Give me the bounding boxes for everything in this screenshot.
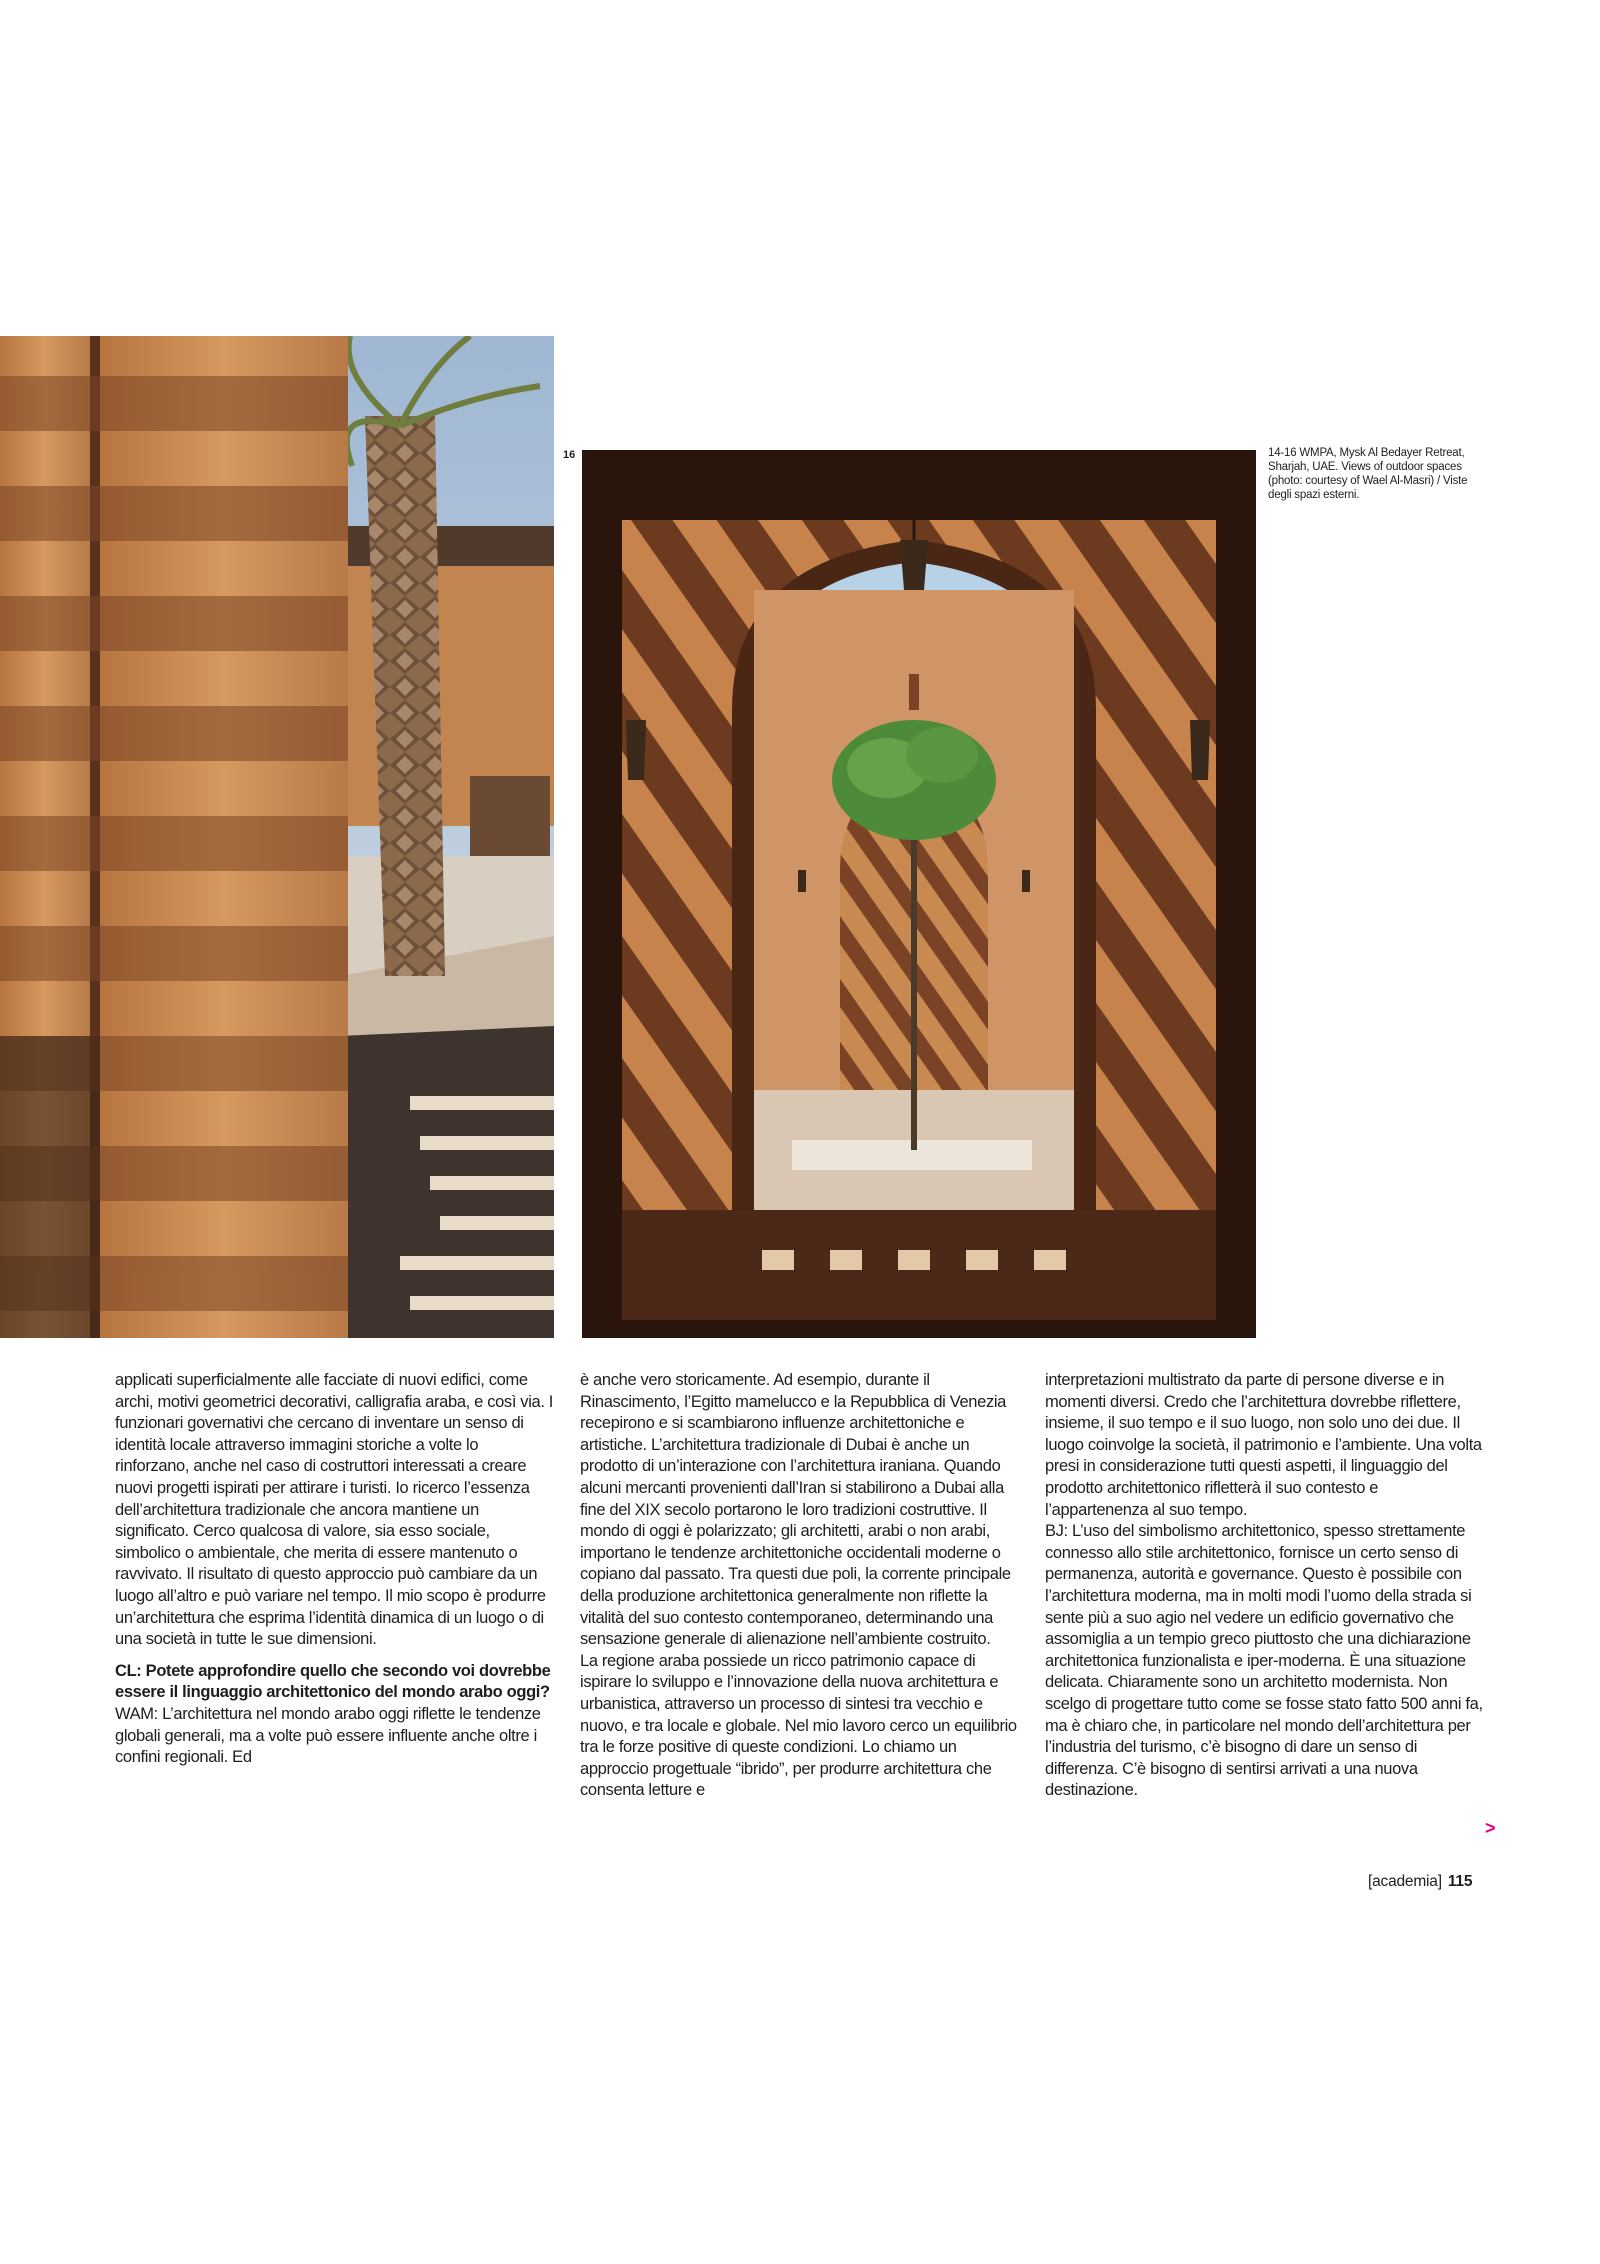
page-footer [1368, 1873, 1472, 1891]
text-column-1 [115, 1370, 555, 1769]
photo-colonnade-palm [0, 336, 554, 1338]
paragraph: interpretazioni multistrato da parte di persone diverse e in momenti diversi. Credo che l’architettura dovrebbe riflettere, insieme, il suo tempo e il suo luogo, non solo uno dei due. Il luogo coinvolge la società, il patrimonio e l’ambiente. Una volta presi in considerazione tutti questi aspetti, il linguaggio del prodotto architettonico rifletterà il suo contesto e l’appartenenza al suo tempo. [1045, 1371, 1482, 1519]
text-column-2 [580, 1370, 1020, 1802]
text-column-3 [1045, 1370, 1485, 1802]
page-number: 115 [1447, 1873, 1473, 1890]
continue-arrow-icon: > [1485, 1818, 1496, 1838]
photo-arched-courtyard [582, 450, 1256, 1338]
paragraph: WAM: L’architettura nel mondo arabo oggi riflette le tendenze globali generali, ma a volte può essere influente anche oltre i confini regionali. Ed [115, 1704, 541, 1767]
paragraph: applicati superficialmente alle facciate di nuovi edifici, come archi, motivi geometrici decorativi, calligrafia araba, e così via. I funzionari governativi che cercano di inventare un senso di identità locale attraverso immagini storiche a volte lo rinforzano, anche nel caso di costruttori interessati a creare nuovi progetti ispirati per attirare i turisti. Io ricerco l’essenza dell’architettura tradizionale che ancora mantiene un significato. Cerco qualcosa di valore, sia esso sociale, simbolico o ambientale, che merita di essere mantenuto o ravvivato. Il risultato di questo approccio può cambiare da un luogo all’altro e può variare nel tempo. Il mio scopo è produrre un’architettura che esprima l’identità dinamica di un luogo o di una società in tutte le sue dimensioni. [115, 1371, 554, 1649]
interview-question: CL: Potete approfondire quello che secondo voi dovrebbe essere il linguaggio architettonico del mondo arabo oggi? [115, 1661, 551, 1702]
paragraph: La regione araba possiede un ricco patrimonio capace di ispirare lo sviluppo e l’innovazione della nuova architettura e urbanistica, attraverso un processo di sintesi tra vecchio e nuovo, e tra locale e globale. Nel mio lavoro cerco un equilibrio tra le forze positive di queste condizioni. Lo chiamo un approccio progettuale “ibrido”, per produrre architettura che consenta letture e [580, 1651, 1017, 1800]
figure-number: 16 [563, 449, 576, 461]
paragraph: è anche vero storicamente. Ad esempio, durante il Rinascimento, l’Egitto mamelucco e la Repubblica di Venezia recepirono e si scambiarono influenze architettoniche e artistiche. L’architettura tradizionale di Dubai è anche un prodotto di un’interazione con l’architettura iraniana. Quando alcuni mercanti provenienti dall’Iran si stabilirono a Dubai alla fine del XIX secolo portarono le loro tradizioni costruttive. Il mondo di oggi è polarizzato; gli architetti, arabi o non arabi, importano le tendenze architettoniche occidentali moderne o copiano dal passato. Tra questi due poli, la corrente principale della produzione architettonica generalmente non riflette la vitalità del suo contesto contemporaneo, determinando una sensazione generale di alienazione nell’ambiente costruito. [580, 1371, 1011, 1649]
section-label: [academia] [1368, 1873, 1442, 1890]
paragraph: BJ: L’uso del simbolismo architettonico, spesso strettamente connesso allo stile architettonico, fornisce un certo senso di permanenza, autorità e governance. Questo è possibile con l’architettura moderna, ma in molti modi l’uomo della strada si sente più a suo agio nel vedere un edificio governativo che assomiglia a un tempio greco piuttosto che una dichiarazione architettonica funzionalista e iper-moderna. È una situazione delicata. Chiaramente sono un architetto modernista. Non scelgo di progettare tutto come se fosse stato fatto 500 anni fa, ma è chiaro che, in particolare nel mondo dell’architettura per l’industria del turismo, c’è bisogno di dare un senso di differenza. C’è bisogno di sentirsi arrivati a una nuova destinazione. [1045, 1522, 1483, 1800]
figure-caption: 14-16 WMPA, Mysk Al Bedayer Retreat, Sharjah, UAE. Views of outdoor spaces (photo: courtesy of Wael Al-Masri) / Viste degli spazi esterni. [1268, 447, 1468, 501]
